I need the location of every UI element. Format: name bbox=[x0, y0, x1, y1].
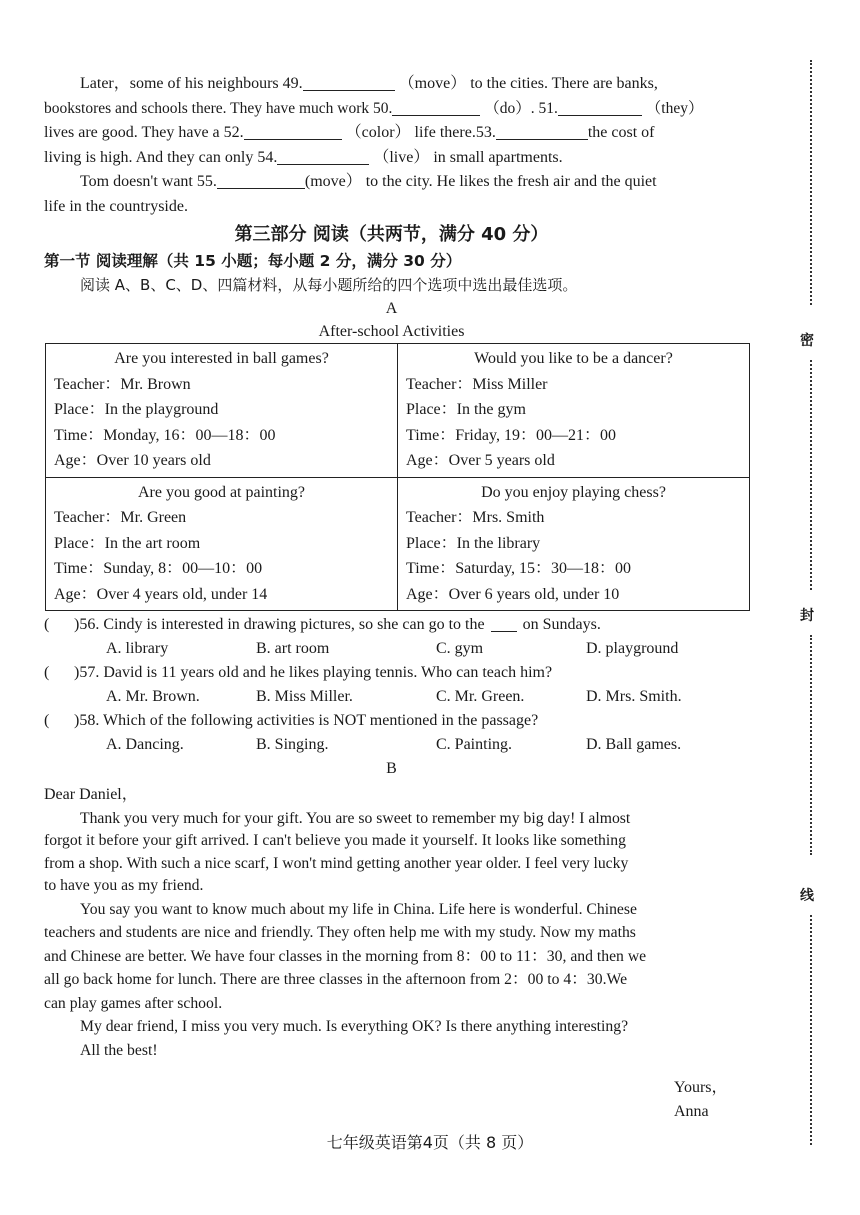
letter-signature: Anna bbox=[674, 1103, 709, 1120]
exam-page bbox=[44, 72, 739, 1124]
binding-line-segment bbox=[810, 360, 812, 590]
fill-line-6: life in the countryside. bbox=[44, 197, 188, 215]
side-label-mi: 密 bbox=[800, 333, 814, 349]
side-label-xian: 线 bbox=[800, 888, 814, 904]
activities-table bbox=[45, 343, 750, 611]
binding-line-segment bbox=[810, 635, 812, 855]
question-56: ( )56. Cindy is interested in drawing pictures, so she can go to the on Sundays. A. library B. art room C. gym D. playground bbox=[44, 613, 739, 661]
binding-line-segment bbox=[810, 915, 812, 1145]
blank-50[interactable] bbox=[392, 99, 480, 116]
blank-51[interactable] bbox=[558, 99, 642, 116]
blank-49[interactable] bbox=[303, 74, 395, 91]
options-57 bbox=[44, 685, 739, 709]
options-58 bbox=[44, 733, 739, 757]
fill-line-1: Later，some of his neighbours 49. （move） to the cities. There are banks, bbox=[80, 75, 658, 92]
passage-a-title: After-school Activities bbox=[318, 323, 465, 340]
option-58-c[interactable]: C. Painting. bbox=[436, 736, 513, 753]
activity-cell-painting: Are you good at painting? Teacher：Mr. Green Place：In the art room Time：Sunday, 8：00—10：00 Age：Over 4 years old, under 14 bbox=[46, 477, 398, 611]
blank-54[interactable] bbox=[277, 148, 369, 165]
letter-greeting: Dear Daniel， bbox=[44, 786, 138, 803]
section-3-title: 第三部分 阅读（共两节，满分 40 分） bbox=[234, 224, 549, 245]
blank-55[interactable] bbox=[217, 172, 305, 189]
option-57-a[interactable]: A. Mr. Brown. bbox=[106, 688, 200, 705]
blank-52[interactable] bbox=[244, 123, 342, 140]
option-56-b[interactable]: B. art room bbox=[256, 640, 330, 657]
page-footer: 七年级英语第4页（共 8 页） bbox=[326, 1133, 534, 1152]
answer-paren-58[interactable]: ( bbox=[44, 712, 50, 729]
activity-cell-ball-games: Are you interested in ball games? Teacher：Mr. Brown Place：In the playground Time：Monday, 16：00—18：00 Age：Over 10 years old bbox=[46, 344, 398, 478]
option-58-b[interactable]: B. Singing. bbox=[256, 736, 329, 753]
option-58-a[interactable]: A. Dancing. bbox=[106, 736, 184, 753]
passage-a-label: A bbox=[385, 300, 398, 317]
passage-b-label: B bbox=[386, 760, 397, 777]
answer-paren-57[interactable]: ( bbox=[44, 664, 50, 681]
option-56-d[interactable]: D. playground bbox=[586, 640, 679, 657]
option-58-d[interactable]: D. Ball games. bbox=[586, 736, 682, 753]
fill-line-3: lives are good. They have a 52. （color） life there.53. the cost of bbox=[44, 124, 655, 141]
activity-cell-chess: Do you enjoy playing chess? Teacher：Mrs. Smith Place：In the library Time：Saturday, 15：30—18：00 Age：Over 6 years old, under 10 bbox=[398, 477, 750, 611]
options-56 bbox=[44, 637, 739, 661]
activity-cell-dancer: Would you like to be a dancer? Teacher：Miss Miller Place：In the gym Time：Friday, 19：00—21：00 Age：Over 5 years old bbox=[398, 344, 750, 478]
question-57: ( )57. David is 11 years old and he likes playing tennis. Who can teach him? A. Mr. Brown. B. Miss Miller. C. Mr. Green. D. Mrs. Smith. bbox=[44, 661, 739, 709]
fill-line-5: Tom doesn't want 55. (move） to the city. He likes the fresh air and the quiet bbox=[80, 173, 657, 190]
blank-53[interactable] bbox=[496, 123, 588, 140]
binding-line-segment bbox=[810, 60, 812, 305]
answer-paren-56[interactable]: ( bbox=[44, 616, 50, 633]
letter-closing: Yours， bbox=[674, 1079, 728, 1096]
question-58: ( )58. Which of the following activities is NOT mentioned in the passage? A. Dancing. B. Singing. C. Painting. D. Ball games. bbox=[44, 709, 739, 757]
option-57-c[interactable]: C. Mr. Green. bbox=[436, 688, 525, 705]
option-57-d[interactable]: D. Mrs. Smith. bbox=[586, 688, 682, 705]
option-56-c[interactable]: C. gym bbox=[436, 640, 484, 657]
letter-passage-b: Dear Daniel， Thank you very much for your gift. You are so sweet to remember my big day! I almost forgot it before your gift arrived. I can't believe you made it yourself. It looks like something from a shop. With such a nice scarf, I won't mind getting another year older. I feel very lucky to have you as my friend. You say you want to know much about my life in China. Life here is wonderful. Chinese teachers and students are nice and friendly. They often help me with my study. Now my maths and Chinese are better. We have four classes in the morning from 8：00 to 11：30, and then we all go back home for lunch. There are three classes in the afternoon from 2：00 to 4：30.We can play games after school. My dear friend, I miss you very much. Is everything OK? Is there anything interesting? All the best! Yours， Anna bbox=[44, 783, 739, 1124]
fill-line-2: bookstores and schools there. They have much work 50. （do）. 51. （they） bbox=[44, 99, 704, 117]
reading-instruction: 阅读 A、B、C、D、四篇材料，从每小题所给的四个选项中选出最佳选项。 bbox=[80, 276, 578, 294]
blank-56[interactable] bbox=[491, 615, 517, 632]
option-57-b[interactable]: B. Miss Miller. bbox=[256, 688, 353, 705]
fill-line-4: living is high. And they can only 54. （live） in small apartments. bbox=[44, 148, 563, 166]
side-label-feng: 封 bbox=[800, 608, 814, 624]
option-56-a[interactable]: A. library bbox=[106, 640, 169, 657]
section-1-title: 第一节 阅读理解（共 15 小题；每小题 2 分，满分 30 分） bbox=[44, 252, 462, 270]
